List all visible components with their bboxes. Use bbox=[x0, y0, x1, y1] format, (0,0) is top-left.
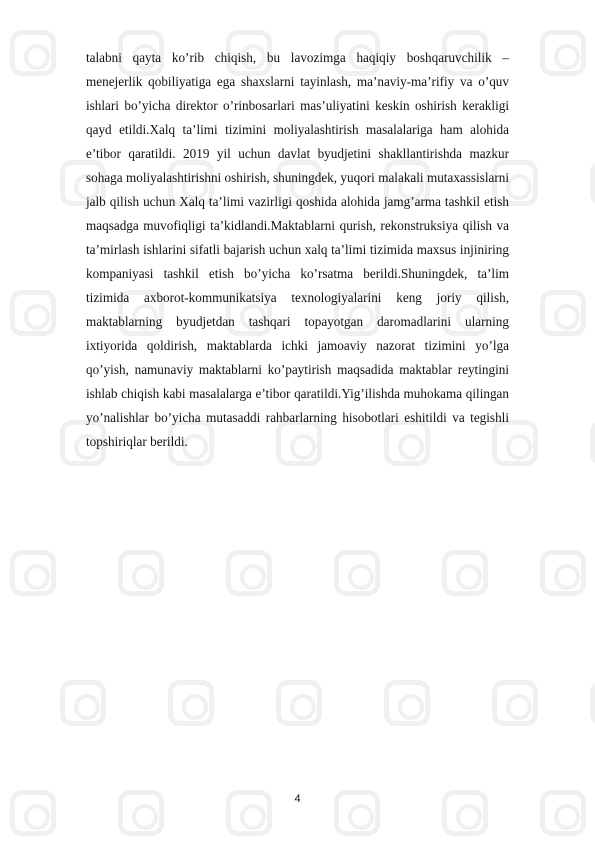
watermark-tile bbox=[276, 680, 322, 726]
watermark-tile bbox=[10, 550, 56, 596]
watermark-tile bbox=[590, 680, 595, 726]
watermark-tile bbox=[10, 290, 56, 336]
body-paragraph: talabni qayta ko’rib chiqish, bu lavozimga haqiqiy boshqaruvchilik – menejerlik qobiliyatiga ega shaxslarni tayinlash, ma’naviy-ma’rifiy va o’quv ishlari bo’yicha direktor o’rinbosarlari mas’uliyatini keskin oshirish kerakligi qayd etildi.Xalq ta’limi tizimini moliyalashtirish masalalariga ham alohida e’tibor qaratildi. 2019 yil uchun davlat byudjetini shakllantirishda mazkur sohaga moliyalashtirishni oshirish, shuningdek, yuqori malakali mutaxassislarni jalb qilish uchun Xalq ta’limi vazirligi qoshida alohida jamg’arma tashkil etish maqsadga muvofiqligi ta’kidlandi.Maktablarni qurish, rekonstruksiya qilish va ta’mirlash ishlarini sifatli bajarish uchun xalq ta’limi tizimida maxsus injiniring kompaniyasi tashkil etish bo’yicha ko’rsatma berildi.Shuningdek, ta’lim tizimida axborot-kommunikatsiya texnologiyalarini keng joriy qilish, maktablarning byudjetdan tashqari topayotgan daromadlarini ularning ixtiyorida qoldirish, maktablarda ichki jamoaviy nazorat tizimini yo’lga qo’yish, namunaviy maktablarni ko’paytirish maqsadida maktablar reytingini ishlab chiqish kabi masalalarga e’tibor qaratildi.Yig’ilishda muhokama qilingan yo’nalishlar bo’yicha mutasaddi rahbarlarning hisobotlari eshitildi va tegishli topshiriqlar berildi. bbox=[86, 50, 509, 449]
page-number: 4 bbox=[294, 793, 301, 805]
watermark-tile bbox=[590, 420, 595, 466]
watermark-tile bbox=[540, 550, 586, 596]
watermark-tile bbox=[540, 30, 586, 76]
watermark-tile bbox=[334, 550, 380, 596]
page-body bbox=[86, 46, 509, 454]
watermark-tile bbox=[168, 680, 214, 726]
watermark-tile bbox=[10, 30, 56, 76]
watermark-tile bbox=[226, 550, 272, 596]
watermark-tile bbox=[590, 160, 595, 206]
watermark-tile bbox=[384, 680, 430, 726]
watermark-tile bbox=[60, 680, 106, 726]
watermark-tile bbox=[540, 290, 586, 336]
watermark-tile bbox=[118, 550, 164, 596]
watermark-tile bbox=[442, 550, 488, 596]
watermark-tile bbox=[492, 680, 538, 726]
